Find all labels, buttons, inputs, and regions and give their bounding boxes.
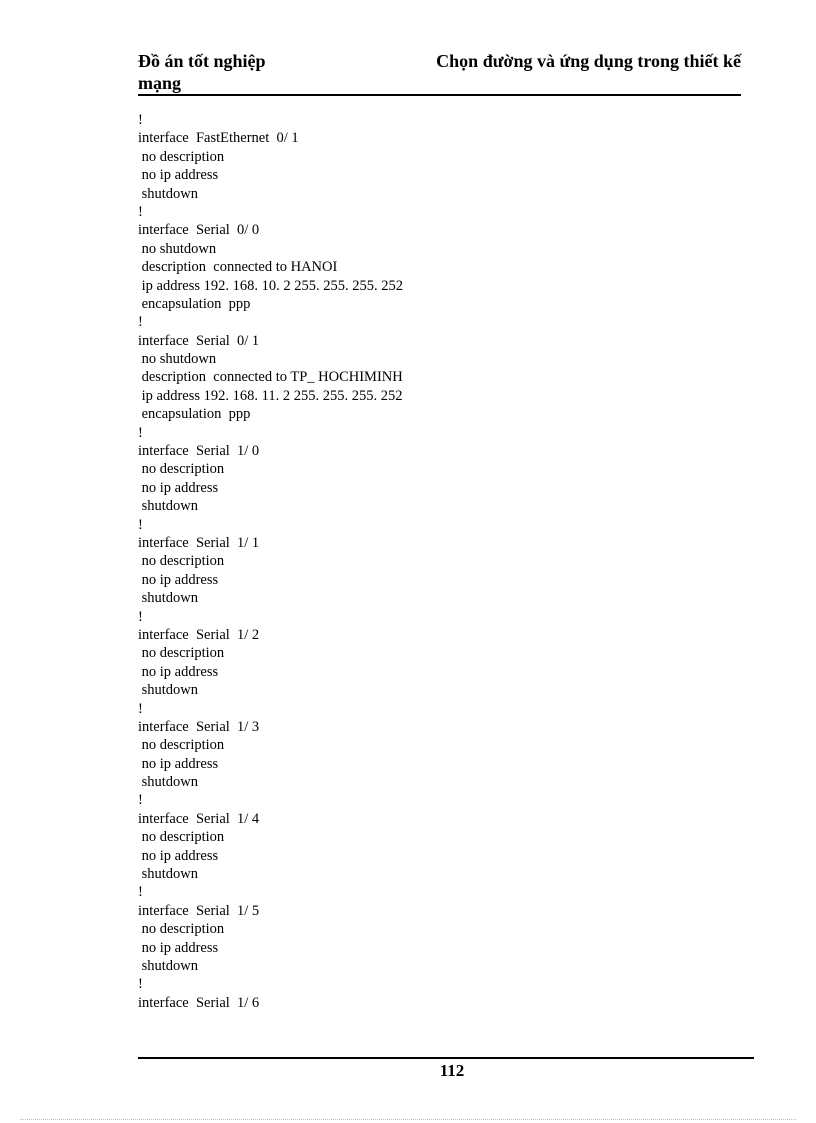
config-line: ! [138, 792, 143, 809]
page-number: 112 [439, 1061, 465, 1080]
config-line: no ip address [138, 571, 219, 588]
config-line: interface Serial 0/ 0 [138, 222, 260, 239]
config-line: ip address 192. 168. 11. 2 255. 255. 255. 252 [138, 387, 403, 404]
config-line: no description [138, 921, 225, 938]
config-line: no shutdown [138, 240, 217, 257]
config-line: interface Serial 1/ 1 [138, 534, 260, 551]
config-line: ! [138, 700, 143, 717]
config-line: no description [138, 645, 225, 662]
config-line: no ip address [138, 663, 219, 680]
config-line: interface Serial 1/ 0 [138, 443, 260, 460]
router-config-listing [138, 111, 698, 1012]
config-line: interface Serial 1/ 2 [138, 626, 260, 643]
config-line: shutdown [138, 590, 199, 607]
config-line: no description [138, 461, 225, 478]
config-line: no ip address [138, 939, 219, 956]
config-line: ! [138, 608, 143, 625]
config-line: shutdown [138, 774, 199, 791]
config-line: ! [138, 112, 143, 128]
header-right-title: Chọn đường và ứng dụng trong thiết kế [436, 51, 741, 71]
config-line: ! [138, 424, 143, 441]
config-line: shutdown [138, 957, 199, 974]
config-line: description connected to HANOI [138, 259, 338, 276]
config-line: interface Serial 1/ 3 [138, 718, 260, 735]
config-line: interface FastEthernet 0/ 1 [138, 130, 299, 147]
config-line: no description [138, 553, 225, 570]
page-bottom-dotted-line [20, 1119, 796, 1120]
config-line: shutdown [138, 682, 199, 699]
config-line: interface Serial 0/ 1 [138, 332, 260, 349]
config-line: encapsulation ppp [138, 295, 251, 312]
config-line: ! [138, 516, 143, 533]
config-line: ! [138, 976, 143, 993]
footer-rule [138, 1057, 754, 1059]
config-line: shutdown [138, 498, 199, 515]
config-line: interface Serial 1/ 5 [138, 902, 260, 919]
config-line: ! [138, 203, 143, 220]
config-line: ip address 192. 168. 10. 2 255. 255. 255. 252 [138, 277, 404, 294]
config-line: ! [138, 314, 143, 331]
config-line: no shutdown [138, 351, 217, 368]
header-left-title: Đồ án tốt nghiệp mạng [138, 51, 266, 93]
config-line: no ip address [138, 755, 219, 772]
config-line: no ip address [138, 167, 219, 184]
config-line: ! [138, 884, 143, 901]
config-line: no ip address [138, 479, 219, 496]
config-line: no description [138, 148, 225, 165]
page-header [138, 48, 741, 96]
config-line: encapsulation ppp [138, 406, 251, 423]
config-line: shutdown [138, 866, 199, 883]
config-line: interface Serial 1/ 4 [138, 810, 260, 827]
config-line: description connected to TP_ HOCHIMINH [138, 369, 403, 386]
config-line: no description [138, 829, 225, 846]
config-line: no description [138, 737, 225, 754]
config-line: no ip address [138, 847, 219, 864]
config-line: shutdown [138, 185, 199, 202]
config-line: interface Serial 1/ 6 [138, 994, 260, 1011]
